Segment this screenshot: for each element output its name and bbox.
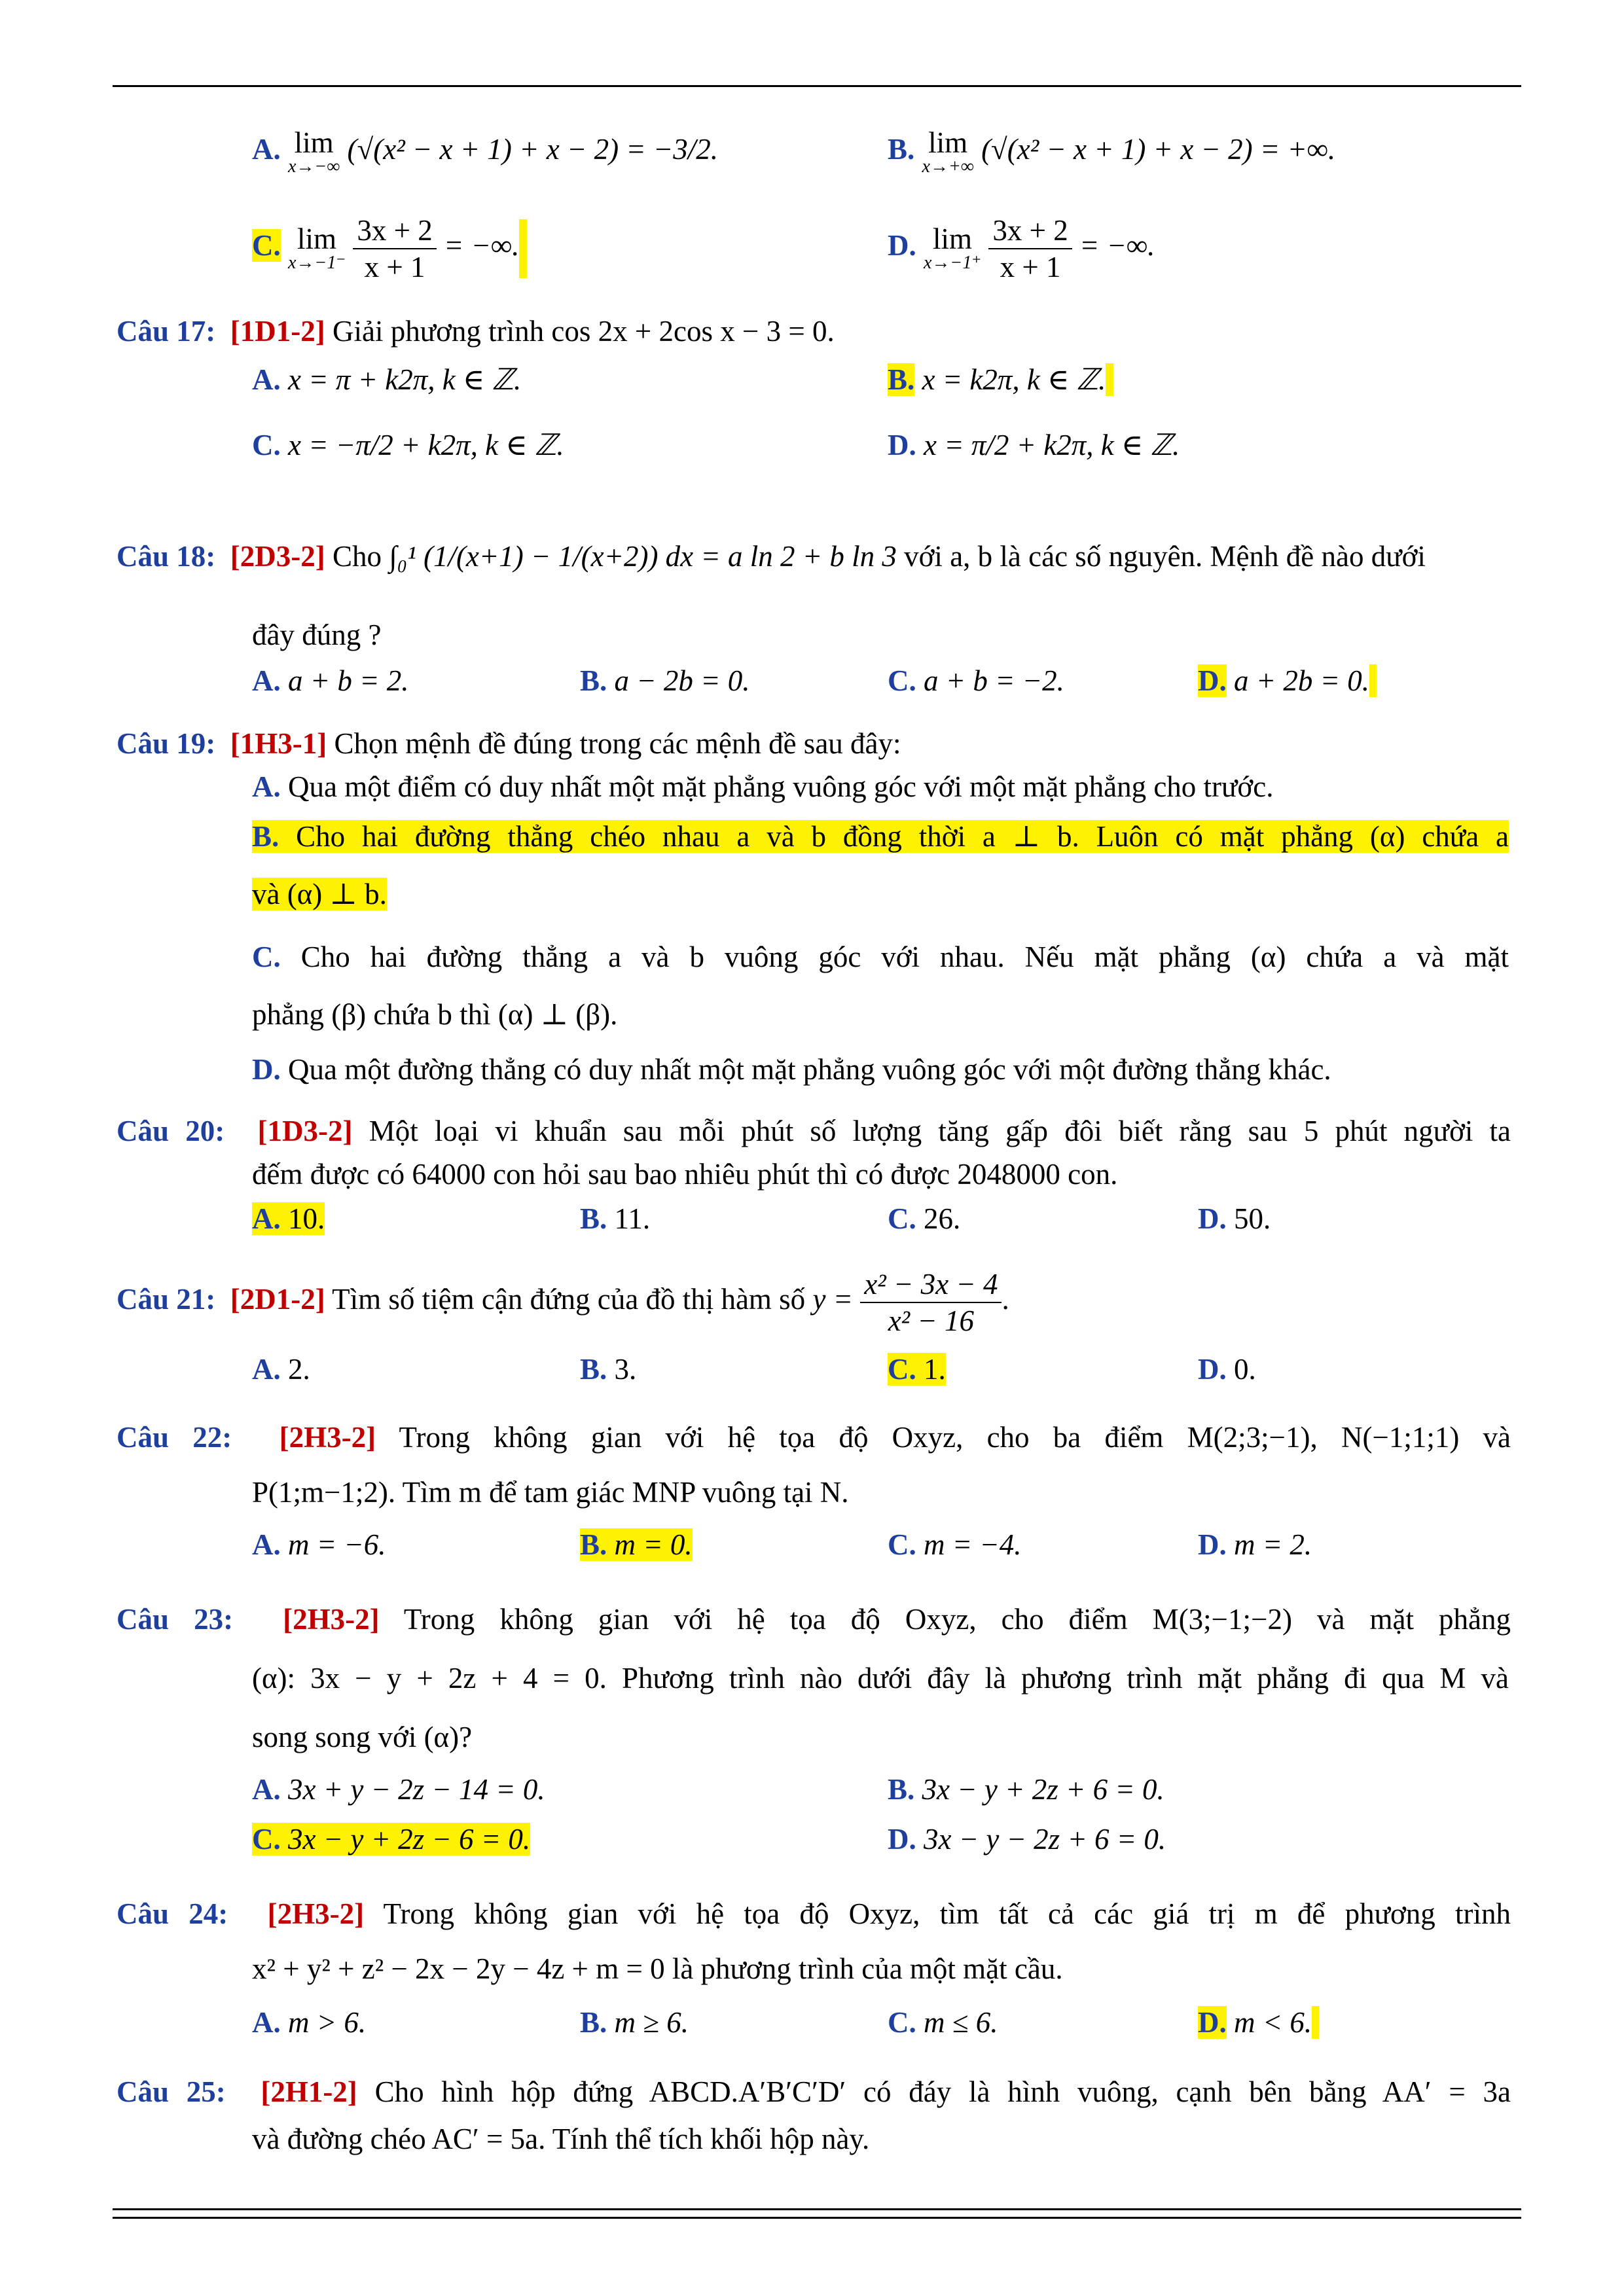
q18-option-d: D. a + 2b = 0. bbox=[1198, 661, 1377, 700]
q17-stem: Câu 17: [1D1-2] Giải phương trình cos 2x + 2cos x − 3 = 0. bbox=[117, 315, 835, 348]
q16-option-a: A. lim x→−∞ (√(x² − x + 1) + x − 2) = −3/2. bbox=[252, 126, 719, 177]
q20-stem-line2: đếm được có 64000 con hỏi sau bao nhiêu phút thì có được 2048000 con. bbox=[252, 1158, 1118, 1191]
q24-option-c: C. m ≤ 6. bbox=[888, 2006, 998, 2039]
q22-stem-line2: P(1;m−1;2). Tìm m để tam giác MNP vuông tại N. bbox=[252, 1476, 849, 1509]
q20-option-a: A. 10. bbox=[252, 1202, 325, 1235]
q24-option-d: D. m < 6. bbox=[1198, 2003, 1319, 2042]
q16-option-c: C. lim x→−1⁻ $\frac{3x + 2}{x + 1}$ = −∞. bbox=[252, 209, 527, 281]
q19-option-c-line2: phẳng (β) chứa b thì (α) ⊥ (β). bbox=[252, 998, 618, 1031]
q23-option-d: D. 3x − y − 2z + 6 = 0. bbox=[888, 1823, 1166, 1856]
q19-option-b-line2: và (α) ⊥ b. bbox=[252, 878, 387, 910]
q17-option-c: C. x = −π/2 + k2π, k ∈ ℤ. bbox=[252, 429, 564, 461]
q22-option-c: C. m = −4. bbox=[888, 1528, 1022, 1561]
q22-option-a: A. m = −6. bbox=[252, 1528, 386, 1561]
q24-option-a: A. m > 6. bbox=[252, 2006, 367, 2039]
q25-stem-line2: và đường chéo AC′ = 5a. Tính thể tích khối hộp này. bbox=[252, 2123, 870, 2155]
q20-option-d: D. 50. bbox=[1198, 1202, 1271, 1235]
q24-stem: Câu 24: [2H3-2] Trong không gian với hệ tọa độ Oxyz, tìm tất cả các giá trị m để phương trình bbox=[117, 1897, 1511, 1930]
q18-option-a: A. a + b = 2. bbox=[252, 664, 409, 697]
q25-stem: Câu 25: [2H1-2] Cho hình hộp đứng ABCD.A′B′C′D′ có đáy là hình vuông, cạnh bên bằng AA′ = 3a bbox=[117, 2075, 1511, 2108]
q22-option-d: D. m = 2. bbox=[1198, 1528, 1312, 1561]
q21-option-b: B. 3. bbox=[580, 1353, 637, 1386]
q19-option-d: D. Qua một đường thẳng có duy nhất một mặt phẳng vuông góc với một đường thẳng khác. bbox=[252, 1053, 1331, 1086]
q24-option-b: B. m ≥ 6. bbox=[580, 2006, 689, 2039]
q18-stem: Câu 18: [2D3-2] Cho ∫₀¹ (1/(x+1) − 1/(x+2)) dx = a ln 2 + b ln 3 với a, b là các số nguyên. Mệnh đề nào dưới bbox=[117, 540, 1426, 573]
q16-option-d: D. lim x→−1⁺ $\frac{3x + 2}{x + 1}$ = −∞. bbox=[888, 213, 1155, 283]
q17-option-a: A. x = π + k2π, k ∈ ℤ. bbox=[252, 363, 522, 396]
header-rule bbox=[113, 85, 1521, 87]
q23-option-b: B. 3x − y + 2z + 6 = 0. bbox=[888, 1773, 1164, 1806]
q19-stem: Câu 19: [1H3-1] Chọn mệnh đề đúng trong các mệnh đề sau đây: bbox=[117, 727, 901, 760]
q23-option-a: A. 3x + y − 2z − 14 = 0. bbox=[252, 1773, 545, 1806]
q23-stem-line2: (α): 3x − y + 2z + 4 = 0. Phương trình nào dưới đây là phương trình mặt phẳng đi qua M và bbox=[252, 1662, 1509, 1695]
q20-option-b: B. 11. bbox=[580, 1202, 651, 1235]
q21-option-c: C. 1. bbox=[888, 1353, 946, 1386]
q18-stem-line2: đây đúng ? bbox=[252, 619, 382, 651]
q22-stem: Câu 22: [2H3-2] Trong không gian với hệ tọa độ Oxyz, cho ba điểm M(2;3;−1), N(−1;1;1) và bbox=[117, 1421, 1511, 1454]
q16-option-b: B. lim x→+∞ (√(x² − x + 1) + x − 2) = +∞. bbox=[888, 126, 1336, 177]
q19-option-c: C. Cho hai đường thẳng a và b vuông góc với nhau. Nếu mặt phẳng (α) chứa a và mặt bbox=[252, 941, 1509, 973]
q19-option-a: A. Qua một điểm có duy nhất một mặt phẳng vuông góc với một mặt phẳng cho trước. bbox=[252, 770, 1274, 803]
q17-option-d: D. x = π/2 + k2π, k ∈ ℤ. bbox=[888, 429, 1180, 461]
q23-stem-line3: song song với (α)? bbox=[252, 1721, 473, 1753]
q17-option-b: B. x = k2π, k ∈ ℤ. bbox=[888, 360, 1113, 399]
q22-option-b: B. m = 0. bbox=[580, 1528, 693, 1561]
q20-option-c: C. 26. bbox=[888, 1202, 961, 1235]
q24-stem-line2: x² + y² + z² − 2x − 2y − 4z + m = 0 là phương trình của một mặt cầu. bbox=[252, 1952, 1063, 1985]
q20-stem: Câu 20: [1D3-2] Một loại vi khuẩn sau mỗi phút số lượng tăng gấp đôi biết rằng sau 5 phút người ta bbox=[117, 1115, 1511, 1147]
q21-option-d: D. 0. bbox=[1198, 1353, 1256, 1386]
q23-stem: Câu 23: [2H3-2] Trong không gian với hệ tọa độ Oxyz, cho điểm M(3;−1;−2) và mặt phẳng bbox=[117, 1603, 1511, 1636]
footer-rule bbox=[113, 2208, 1521, 2219]
q18-option-c: C. a + b = −2. bbox=[888, 664, 1064, 697]
q19-option-b: B. Cho hai đường thẳng chéo nhau a và b đồng thời a ⊥ b. Luôn có mặt phẳng (α) chứa a bbox=[252, 820, 1509, 853]
q23-option-c: C. 3x − y + 2z − 6 = 0. bbox=[252, 1823, 531, 1856]
q21-stem: Câu 21: [2D1-2] Tìm số tiệm cận đứng của đồ thị hàm số y = $\frac{\text{x² − 3x − 4}}{\text{x² − 16}}$ . bbox=[117, 1267, 1009, 1337]
q21-option-a: A. 2. bbox=[252, 1353, 310, 1386]
q18-option-b: B. a − 2b = 0. bbox=[580, 664, 750, 697]
